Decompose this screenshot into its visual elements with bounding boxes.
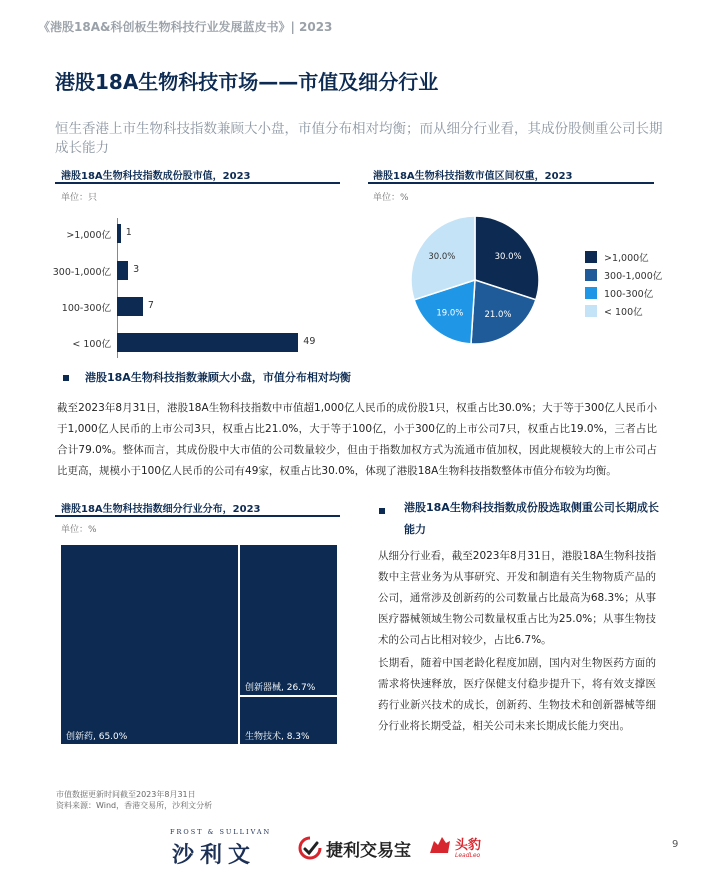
bar [117,297,143,316]
bar-value-label: 7 [147,300,154,311]
chart1-title: 港股18A生物科技指数成份股市值，2023 [61,171,251,182]
pie-slice-label: 30.0% [494,251,522,262]
bar-category-label: >1,000亿 [66,230,111,241]
pie-slice-label: 30.0% [428,251,456,262]
bar [117,261,128,280]
section2-heading: 港股18A生物科技指数成份股选取侧重公司长期成长能力 [404,501,659,536]
jieli-logo [298,835,418,861]
pie-legend-label: < 100亿 [604,307,643,318]
jieli-logo-icon [298,836,322,860]
chart1-title-underline [55,182,340,184]
pie-legend-swatch [585,251,597,263]
footnote-data-date: 市值数据更新时间截至2023年8月31日 [56,790,196,799]
section1-heading: 港股18A生物科技指数兼顾大小盘，市值分布相对均衡 [85,371,351,384]
frost-sullivan-logo-cn: 沙利文 [172,843,257,868]
page-subtitle: 恒生香港上市生物科技指数兼顾大小盘，市值分布相对均衡；而从细分行业看，其成份股侧重公司长期成长能力 [55,121,663,156]
bar-value-label: 1 [125,227,132,238]
chart2-title: 港股18A生物科技指数市值区间权重，2023 [373,171,573,182]
jieli-logo-text: 捷利交易宝 [326,841,411,861]
bar-category-label: 300-1,000亿 [52,267,111,278]
chart3-title: 港股18A生物科技指数细分行业分布，2023 [61,504,261,515]
pie-legend-label: 300-1,000亿 [604,271,663,282]
treemap-chart [61,545,337,744]
footnote-source: 资料来源：Wind，香港交易所，沙利文分析 [56,801,213,810]
pie-legend [585,250,662,322]
frost-sullivan-logo-en: FROST & SULLIVAN [170,828,272,836]
bar-category-label: 100-300亿 [61,303,111,314]
pie-legend-swatch [585,305,597,317]
chart3-unit: 单位：% [61,525,97,535]
treemap-cell-label: 生物技术, 8.3% [245,732,310,742]
section1-bullet [63,375,69,381]
page-number: 9 [672,839,679,850]
pie-chart [410,215,540,345]
leadleo-logo-icon [428,835,452,857]
chart2-title-underline [368,182,654,184]
pie-legend-label: >1,000亿 [604,253,649,264]
treemap-cell [240,545,337,695]
bar [117,333,298,352]
bar-value-label: 49 [303,336,316,347]
treemap-cell [61,545,238,744]
chart3-title-underline [55,515,340,517]
treemap-cell-label: 创新器械, 26.7% [245,683,316,693]
pie-legend-item [585,286,662,300]
frost-sullivan-logo [170,828,290,868]
report-header: 《港股18A&科创板生物科技行业发展蓝皮书》| 2023 [38,20,333,34]
pie-legend-swatch [585,287,597,299]
pie-slice-label: 21.0% [484,309,512,320]
leadleo-logo-text: 头豹 [455,838,482,853]
bar-value-label: 3 [133,264,140,275]
leadleo-logo [428,833,498,863]
leadleo-logo-en: LeadLeo [455,852,481,859]
pie-legend-item [585,250,662,264]
section1-body: 截至2023年8月31日，港股18A生物科技指数中市值超1,000亿人民币的成份股1只，权重占比30.0%；大于等于300亿人民币小于1,000亿人民币的上市公司3只，权重占比21.0%，大于等于100亿，小于300亿的上市公司7只，权重占比19.0%，三者占比合计79.0%。整体而言，其成份股中大市值的公司数量较少，但由于指数加权方式为流通市值加权，因此规模较大的上市公司占比更高，规模小于100亿人民币的公司有49家，权重占比30.0%，体现了港股18A生物科技指数整体市值分布较为均衡。 [57,402,657,477]
section2-bullet [379,508,385,514]
treemap-cell-label: 创新药, 65.0% [66,732,128,742]
chart1-unit: 单位：只 [61,193,98,203]
pie-slice-label: 19.0% [436,308,464,319]
chart2-unit: 单位：% [373,193,409,203]
section2-paragraph1: 从细分行业看，截至2023年8月31日，港股18A生物科技指数中主营业务为从事研究、开发和制造有关生物物质产品的公司，通常涉及创新药的公司数量占比最高为68.3%；从事医疗器械领域生物公司数量权重占比为25.0%；从事生物技术的公司占比相对较少，占比6.7%。 [378,550,656,646]
pie-legend-item [585,304,662,318]
bar-category-label: < 100亿 [72,339,111,350]
pie-legend-swatch [585,269,597,281]
pie-legend-label: 100-300亿 [604,289,654,300]
section2-paragraph2: 长期看，随着中国老龄化程度加剧，国内对生物医药方面的需求将快速释放，医疗保健支付稳步提升下，将有效支撑医药行业新兴技术的成长，创新药、生物技术和创新器械等细分行业将长期受益，相关公司未来长期成长能力突出。 [378,657,656,732]
pie-legend-item [585,268,662,282]
page-title: 港股18A生物科技市场——市值及细分行业 [55,70,439,94]
bar [117,224,121,243]
